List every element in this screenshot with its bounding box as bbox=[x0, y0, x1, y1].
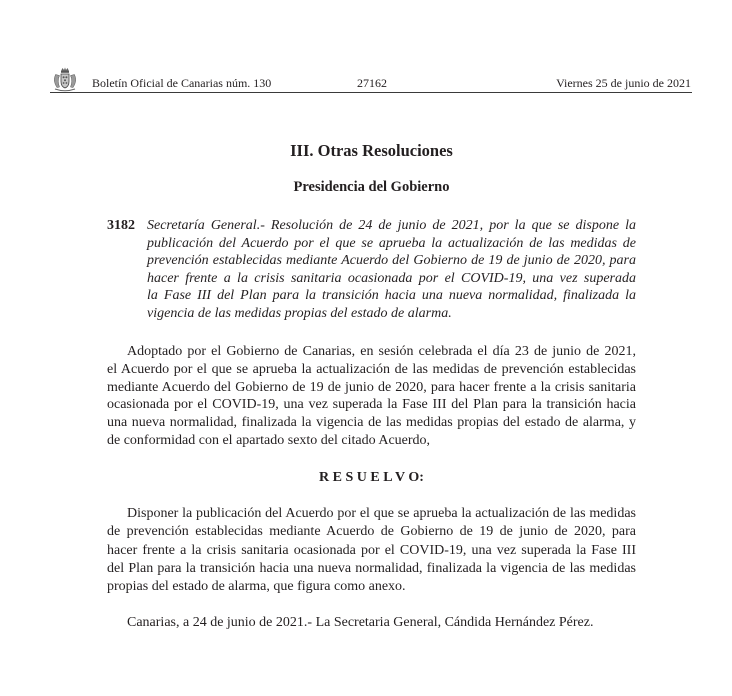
paragraph-line: de conformidad con el apartado sexto del citado Acuerdo, bbox=[107, 432, 431, 448]
resolution-number: 3182 bbox=[107, 218, 135, 233]
paragraph-line: del Plan para la transición hacia una nueva normalidad, finalizada la vigencia de las medidas bbox=[107, 560, 636, 576]
paragraph-line: propias del estado de alarma, que figura como anexo. bbox=[107, 579, 406, 595]
publication-name: Boletín Oficial de Canarias núm. 130 bbox=[92, 76, 272, 90]
summary-line: vigencia de las medidas propias del estado de alarma. bbox=[147, 305, 452, 321]
coat-of-arms-icon bbox=[50, 65, 80, 93]
summary-line: Secretaría General.- Resolución de 24 de junio de 2021, por la que se dispone la bbox=[147, 218, 636, 233]
body-paragraph-2 bbox=[107, 505, 636, 596]
summary-line: la Fase III del Plan para la transición hacia una nueva normalidad, finalizada la bbox=[147, 288, 636, 304]
resolution-summary bbox=[147, 217, 636, 323]
summary-line: hacer frente a la crisis sanitaria ocasionada por el COVID-19, una vez superada bbox=[147, 270, 636, 286]
paragraph-line: hacer frente a la crisis sanitaria ocasionada por el COVID-19, una vez superada la Fase III bbox=[107, 542, 636, 558]
paragraph-line: Disponer la publicación del Acuerdo por el que se aprueba la actualización de las medidas bbox=[127, 506, 636, 521]
paragraph-line: una nueva normalidad, finalizada la vigencia de las medidas propias del estado de alarma, y bbox=[107, 415, 636, 431]
closing-signature: Canarias, a 24 de junio de 2021.- La Secretaria General, Cándida Hernández Pérez. bbox=[127, 615, 594, 630]
body-paragraph-1 bbox=[107, 343, 636, 450]
section-subtitle: Presidencia del Gobierno bbox=[293, 179, 450, 195]
header-rule bbox=[50, 92, 692, 93]
paragraph-line: Adoptado por el Gobierno de Canarias, en sesión celebrada el día 23 de junio de 2021, bbox=[127, 344, 636, 359]
section-title: III. Otras Resoluciones bbox=[290, 141, 453, 160]
page-number: 27162 bbox=[357, 76, 387, 90]
paragraph-line: ocasionada por el COVID-19, una vez superada la Fase III del Plan para la transición hacia bbox=[107, 397, 636, 413]
resolve-heading: R E S U E L V O: bbox=[319, 470, 424, 485]
paragraph-line: el Acuerdo por el que se aprueba la actualización de las medidas de prevención establecidas bbox=[107, 361, 636, 377]
publication-date: Viernes 25 de junio de 2021 bbox=[556, 76, 691, 90]
paragraph-line: de prevención establecidas mediante Acuerdo de Gobierno de 19 de junio de 2020, para bbox=[107, 524, 636, 540]
summary-line: publicación del Acuerdo por el que se aprueba la actualización de las medidas de bbox=[147, 235, 636, 251]
summary-line: prevención establecidas mediante Acuerdo del Gobierno de 19 de junio de 2020, para bbox=[147, 253, 636, 269]
paragraph-line: mediante Acuerdo del Gobierno de 19 de junio de 2020, para hacer frente a la crisis sanitaria bbox=[107, 379, 636, 395]
